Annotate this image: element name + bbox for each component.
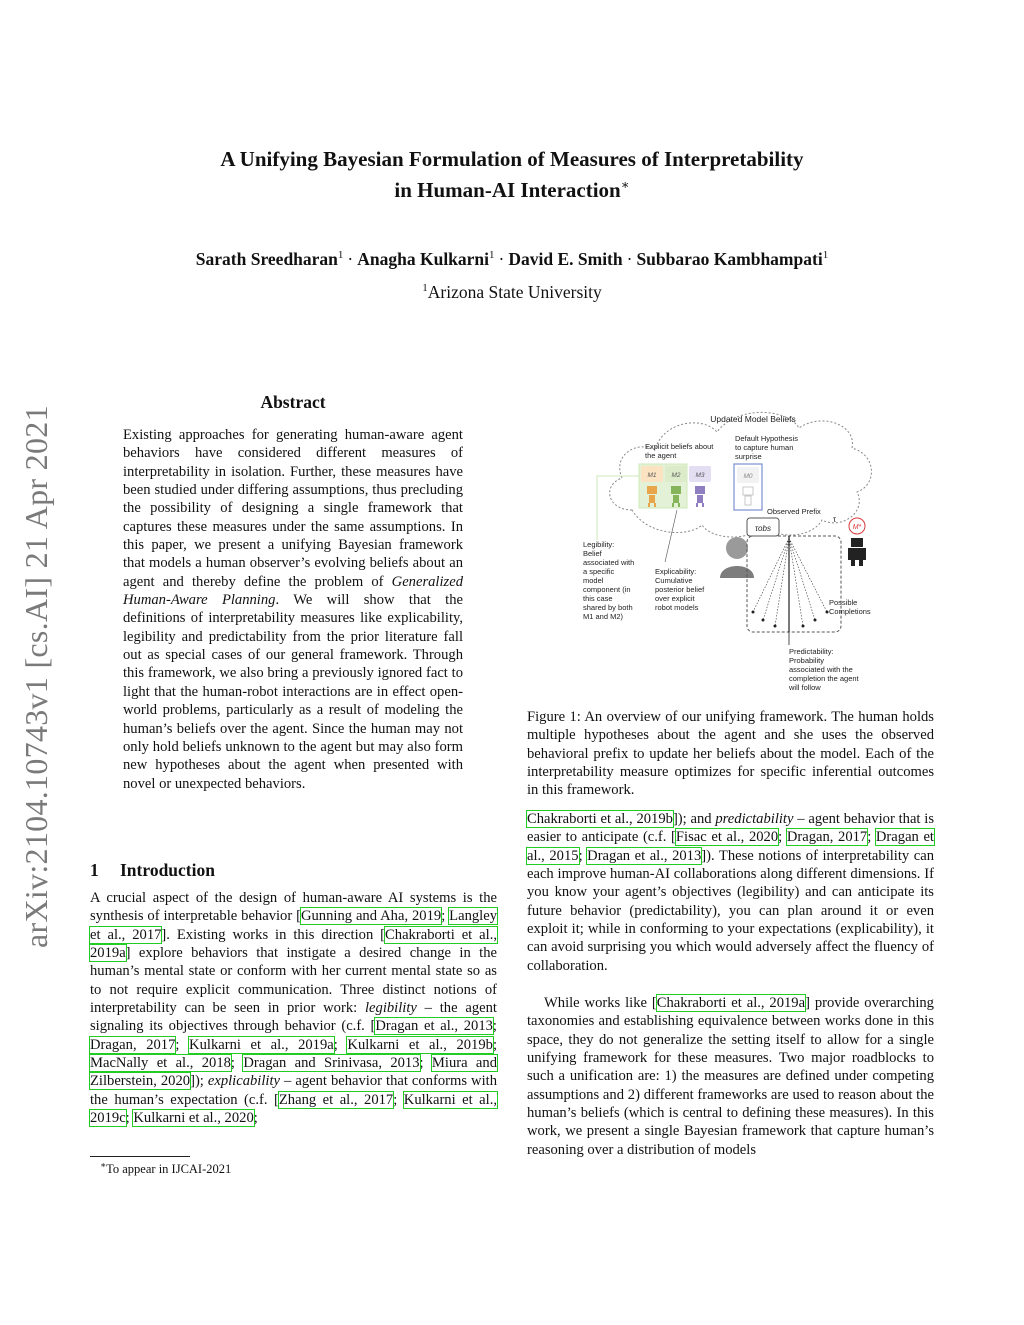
robot-icon xyxy=(695,486,705,507)
body-text: ; xyxy=(492,1036,497,1053)
abstract-heading: Abstract xyxy=(260,392,326,412)
legibility-text-line: Legibility: xyxy=(583,540,615,549)
footnote xyxy=(100,1160,231,1177)
explicit-beliefs-label-2: the agent xyxy=(645,451,677,460)
observed-prefix-label: Observed Prefix xyxy=(767,507,821,516)
author-name: Sarath Sreedharan xyxy=(195,249,338,269)
framework-overview-svg xyxy=(577,400,907,700)
model-label-mstar: M* xyxy=(852,524,862,531)
predictability-text-line: Probability xyxy=(789,656,825,665)
body-text: ] provide overarching taxonomies and establishing equivalence between works done in this space, they do not generalize the setting itself to allow for a single unifying framework for these measures. Two major roadblocks to such a unification are: 1) the measures are defined under competing assumptions and 2) different frameworks are used to reason about the human’s beliefs (which is central to defining these measures). In this work, we present a single Bayesian framework that capture human’s reasoning over a distribution of models xyxy=(527,995,934,1158)
model-label-m2: M2 xyxy=(671,472,681,479)
figure-1-diagram xyxy=(577,400,907,700)
body-text: ]); xyxy=(190,1073,208,1090)
legibility-annotation xyxy=(583,540,634,621)
citation-link[interactable]: Dragan, 2017 xyxy=(90,1036,176,1053)
term-emphasis: legibility xyxy=(364,1000,417,1017)
author-affiliation-mark: 1 xyxy=(337,249,344,262)
citation-link[interactable]: Dragan and Srinivasa, 2013 xyxy=(243,1055,420,1072)
body-text: ; xyxy=(578,847,588,864)
author-name: Anagha Kulkarni xyxy=(357,249,490,269)
body-text: – the agent signaling its objectives through behavior (c.f. [ xyxy=(90,1000,497,1035)
model-label-m0: M0 xyxy=(743,473,753,480)
author-name: Subbarao Kambhampati xyxy=(636,249,823,269)
abstract-text: . We will show that the definitions of interpretability measures like explicability, legibility and predictability from the prior literature fall out as special cases of our general framework. Through this framework, we also bring a previously ignored fact to light that the human-robot interactions are in effect open-world problems, particularly as a result of modeling the human’s beliefs over the agent. Since the human may not only hold beliefs unknown to the agent but may also form new hypotheses about the agent when presented with novel or unexpected behaviors. xyxy=(123,592,463,792)
citation-link[interactable]: Chakraborti et al., 2019a xyxy=(656,995,806,1011)
citation-link[interactable]: Dragan et al., 2013 xyxy=(587,847,702,864)
citation-link[interactable]: Fisac et al., 2020 xyxy=(675,829,779,846)
paper-title xyxy=(90,146,934,203)
explicability-text-line: robot models xyxy=(655,603,699,612)
possible-completions-label-2: Completions xyxy=(829,607,871,616)
footnote-mark: ∗ xyxy=(100,1160,107,1170)
affiliation-mark: 1 xyxy=(422,282,428,295)
explicability-text-line: over explicit xyxy=(655,594,695,603)
affiliation xyxy=(90,282,934,303)
tau-obs-label: τobs xyxy=(755,524,771,533)
figure-caption: Figure 1: An overview of our unifying framework. The human holds multiple hypotheses about the agent and she uses the observed behavioral prefix to update her beliefs about the model. Each of the interpretability measure optimizes for specific inferential outcomes in this framework. xyxy=(527,709,934,799)
citation-link[interactable]: Dragan et al., 2013 xyxy=(375,1018,493,1035)
right-paragraph-1 xyxy=(527,810,934,975)
legibility-text-line: M1 and M2) xyxy=(583,612,624,621)
explicability-text-line: Cumulative xyxy=(655,576,693,585)
legibility-text-line: component (in xyxy=(583,585,631,594)
section-number: 1 xyxy=(90,860,99,880)
body-text: ; xyxy=(333,1036,348,1053)
body-text: ; xyxy=(175,1036,190,1053)
citation-link[interactable]: Kulkarni et al., 2019c xyxy=(90,1091,498,1127)
citation-link[interactable]: Chakraborti et al., 2019b xyxy=(527,811,673,827)
legibility-text-line: shared by both xyxy=(583,603,633,612)
citation-link[interactable]: Dragan et al., 2015 xyxy=(527,829,934,864)
body-text: ; xyxy=(125,1110,134,1127)
author-list xyxy=(90,249,934,270)
explicability-annotation xyxy=(655,567,705,612)
citation-link[interactable]: Dragan, 2017 xyxy=(786,829,868,846)
body-text: ]). These notions of interpretability can each improve human-AI collaborations along different dimensions. If you know your agent’s objectives (legibility) and can anticipate its future behavior (predictability), you can plan around it or even exploit it; while in conforming to your expectations (explicability), it can avoid surprising you which would adversely affect the fluency of collaboration. xyxy=(527,847,934,974)
citation-link[interactable]: Miura and Zilberstein, 2020 xyxy=(90,1055,497,1090)
explicit-beliefs-label-1: Explicit beliefs about xyxy=(645,442,714,451)
citation-link[interactable]: Kulkarni et al., 2019b xyxy=(347,1036,493,1053)
section-heading-introduction xyxy=(90,860,215,881)
citation-link[interactable]: Zhang et al., 2017 xyxy=(278,1091,394,1108)
abstract-text: Existing approaches for generating human-aware agent behaviors have considered different measures of interpretability in isolation. Further, these measures have been studied under differing assumptions, thus precluding the possibility of designing a single framework that captures these measures under the same assumptions. In this paper, we present a unifying Bayesian framework that models a human observer’s evolving beliefs about an agent and thereby define the problem of xyxy=(123,427,463,590)
body-text: While works like [ xyxy=(544,995,657,1011)
explicability-connector xyxy=(665,510,677,562)
author-separator: · xyxy=(498,249,505,269)
body-text: ]. Existing works in this direction [ xyxy=(161,926,386,943)
citation-link[interactable]: Kulkarni et al., 2020 xyxy=(133,1110,254,1127)
author-separator: · xyxy=(626,249,633,269)
term-emphasis: predictability xyxy=(715,811,794,827)
section-title: Introduction xyxy=(120,860,215,880)
possible-completions-label-1: Possible xyxy=(829,598,858,607)
body-text: ; xyxy=(253,1110,258,1127)
predictability-annotation xyxy=(788,647,860,692)
arxiv-identifier: arXiv:2104.10743v1 [cs.AI] 21 Apr 2021 xyxy=(18,405,54,948)
legibility-connector xyxy=(597,476,639,540)
abstract-emphasis: Generalized Human-Aware Planning xyxy=(123,573,463,609)
citation-link[interactable]: MacNally et al., 2018 xyxy=(90,1055,231,1072)
human-icon xyxy=(720,537,754,578)
affiliation-name: Arizona State University xyxy=(427,282,602,302)
cloud-label: Updated Model Beliefs xyxy=(710,414,796,424)
body-text: ; xyxy=(441,908,450,925)
predictability-text-line: associated with the xyxy=(789,665,853,674)
default-hypothesis-label-2: to capture human xyxy=(735,443,794,452)
default-hypothesis-label-1: Default Hypothesis xyxy=(735,434,798,443)
default-hypothesis-label-3: surprise xyxy=(735,452,762,461)
legibility-text-line: model xyxy=(583,576,604,585)
legibility-text-line: Belief xyxy=(583,549,602,558)
body-text: ] explore behaviors that instigate a desired change in the human’s mental state or conform with her current mental state so as to not require explicit communication. Three distinct notions of interpretability can be seen in prior work: xyxy=(90,945,497,1017)
body-text: ; xyxy=(867,829,876,846)
body-text: ; xyxy=(778,829,787,846)
body-text: ; xyxy=(492,1018,497,1035)
completion-rays xyxy=(753,538,827,630)
author-affiliation-mark: 1 xyxy=(822,249,829,262)
model-label-m3: M3 xyxy=(695,472,705,479)
title-footnote-mark: ∗ xyxy=(620,177,630,192)
body-text: – agent behavior that conforms with the human’s expectation (c.f. [ xyxy=(90,1073,497,1108)
explicability-text-line: posterior belief xyxy=(655,585,705,594)
predictability-text-line: completion the agent xyxy=(789,674,859,683)
predictability-text-line: will follow xyxy=(789,683,821,692)
legibility-text-line: a specific xyxy=(583,567,615,576)
body-text: ; xyxy=(393,1091,404,1108)
explicability-text-line: Explicability: xyxy=(655,567,697,576)
agent-robot-icon xyxy=(848,518,866,566)
citation-link[interactable]: Kulkarni et al., 2019a xyxy=(189,1036,334,1053)
completions-box xyxy=(747,536,841,632)
term-emphasis: explicability xyxy=(207,1073,281,1090)
body-text: A crucial aspect of the design of human-aware AI systems is the synthesis of interpretable behavior [ xyxy=(90,890,497,925)
author-name: David E. Smith xyxy=(508,249,623,269)
citation-link[interactable]: Chakraborti et al., 2019a xyxy=(90,926,497,962)
body-text: ]); and xyxy=(672,811,716,827)
author-separator: · xyxy=(347,249,354,269)
title-line-1: A Unifying Bayesian Formulation of Measures of Interpretability xyxy=(220,147,804,171)
predictability-text-line: Predictability: xyxy=(789,647,834,656)
legibility-text-line: associated with xyxy=(583,558,635,567)
intro-paragraph xyxy=(90,889,497,1127)
footnote-rule xyxy=(90,1156,190,1157)
abstract-body xyxy=(123,426,463,793)
citation-link[interactable]: Gunning and Aha, 2019 xyxy=(300,908,442,925)
tau-label: τ xyxy=(833,515,837,524)
author-affiliation-mark: 1 xyxy=(489,249,495,262)
footnote-text: To appear in IJCAI-2021 xyxy=(106,1162,232,1177)
title-line-2: in Human-AI Interaction xyxy=(394,178,621,202)
body-text: – agent behavior that is easier to anticipate (c.f. [ xyxy=(527,811,934,846)
legibility-text-line: this case xyxy=(583,594,613,603)
completion-endpoints xyxy=(752,611,829,628)
right-paragraph-2 xyxy=(527,994,934,1159)
model-label-m1: M1 xyxy=(647,472,657,479)
body-text: ; xyxy=(419,1055,432,1072)
body-text: ; xyxy=(230,1055,244,1072)
citation-link[interactable]: Langley et al., 2017 xyxy=(90,908,497,943)
